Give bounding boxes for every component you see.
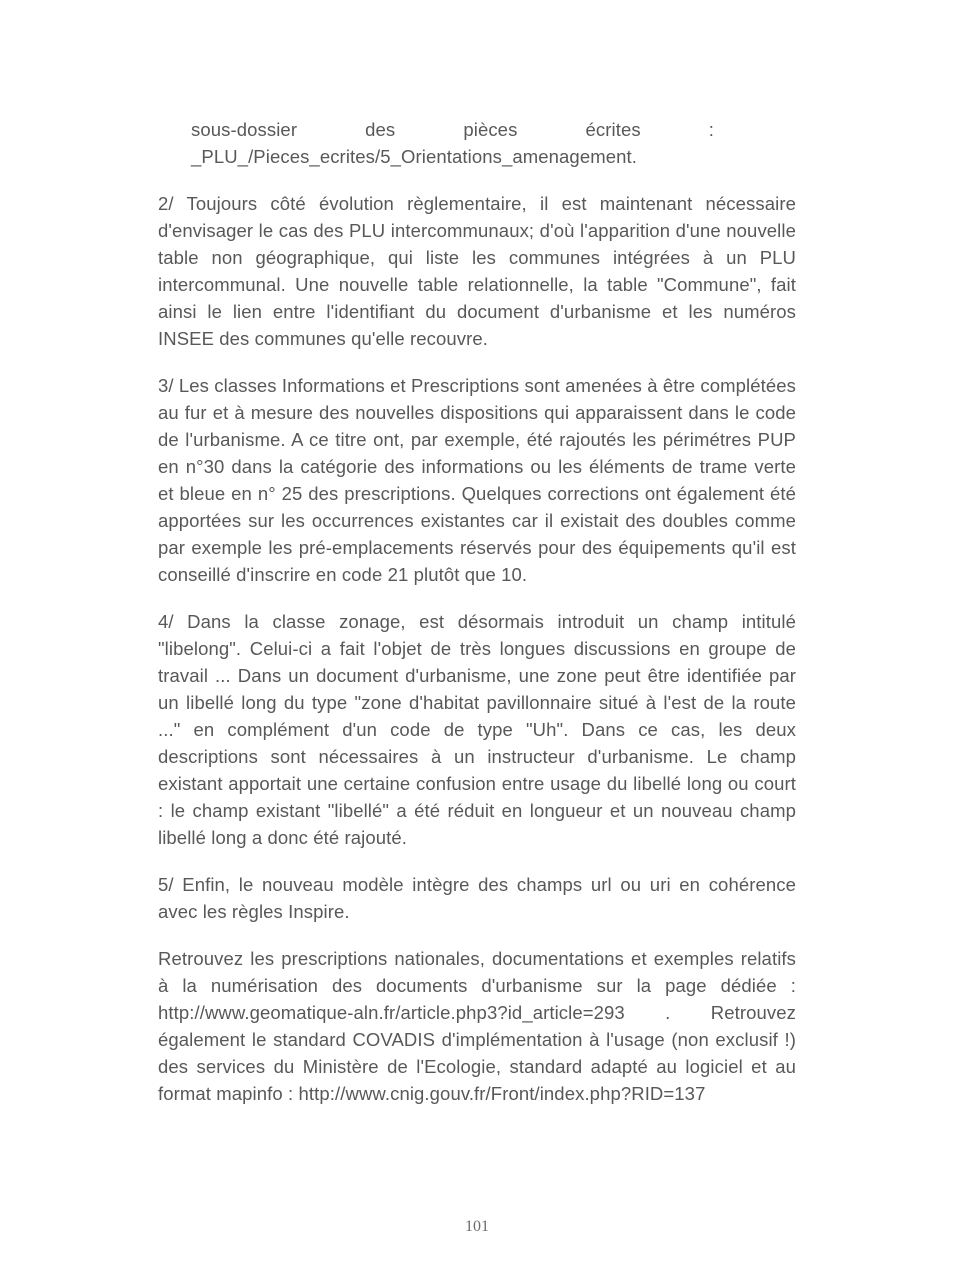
paragraph-4-classe-zonage-libelong: 4/ Dans la classe zonage, est désormais introduit un champ intitulé "libelong". Celui-ci a fait l'objet de très longues discussions en groupe de travail ... Dans un document d'urbanisme, une zone peut être identifiée par un libellé long du type "zone d'habitat pavillonnaire situé à l'est de la route ..." en complément d'un code de type "Uh". Dans ce cas, les deux descriptions sont nécessaires à un instructeur d'urbanisme. Le champ existant apportait une certaine confusion entre usage du libellé long ou court : le champ existant "libellé" a été réduit en longueur et un nouveau champ libellé long a donc été rajouté. [158,611,796,848]
paragraph-5-champs-url-uri: 5/ Enfin, le nouveau modèle intègre des champs url ou uri en cohérence avec les règles Inspire. [158,874,796,922]
sous-dossier-label: sous-dossier des pièces écrites : [191,119,714,140]
cnig-url-text: http://www.cnig.gouv.fr/Front/index.php?RID=137 [298,1083,706,1104]
sous-dossier-path: _PLU_/Pieces_ecrites/5_Orientations_amenagement. [191,146,637,167]
geomatique-url-text: http://www.geomatique-aln.fr/article.php3?id_article=293 [158,1002,625,1023]
paragraph-2-plu-intercommunaux: 2/ Toujours côté évolution règlementaire, il est maintenant nécessaire d'envisager le cas des PLU intercommunaux; d'où l'apparition d'une nouvelle table non géographique, qui liste les communes intégrées à un PLU intercommunal. Une nouvelle table relationnelle, la table "Commune", fait ainsi le lien entre l'identifiant du document d'urbanisme et les numéros INSEE des communes qu'elle recouvre. [158,193,796,349]
paragraph-sous-dossier [191,116,714,170]
page-content [158,116,796,1127]
paragraph-3-classes-informations-prescriptions: 3/ Les classes Informations et Prescriptions sont amenées à être complétées au fur et à mesure des nouvelles dispositions qui apparaissent dans le code de l'urbanisme. A ce titre ont, par exemple, été rajoutés les périmétres PUP en n°30 dans la catégorie des informations ou les éléments de trame verte et bleue en n° 25 des prescriptions. Quelques corrections ont également été apportées sur les occurrences existantes car il existait des doubles comme par exemple les pré-emplacements réservés pour des équipements qu'il est conseillé d'inscrire en code 21 plutôt que 10. [158,375,796,585]
text-prescriptions-nationales: Retrouvez les prescriptions nationales, documentations et exemples relatifs à la numérisation des documents d'urbanisme sur la page dédiée : [158,948,796,996]
page-number: 101 [465,1218,489,1235]
text-standard-covadis: . Retrouvez également le standard COVADIS d'implémentation à l'usage (non exclusif !) des services du Ministère de l'Ecologie, standard adapté au logiciel et au format mapinfo : [158,1002,796,1104]
paragraph-6-liens-ressources [158,945,796,1107]
